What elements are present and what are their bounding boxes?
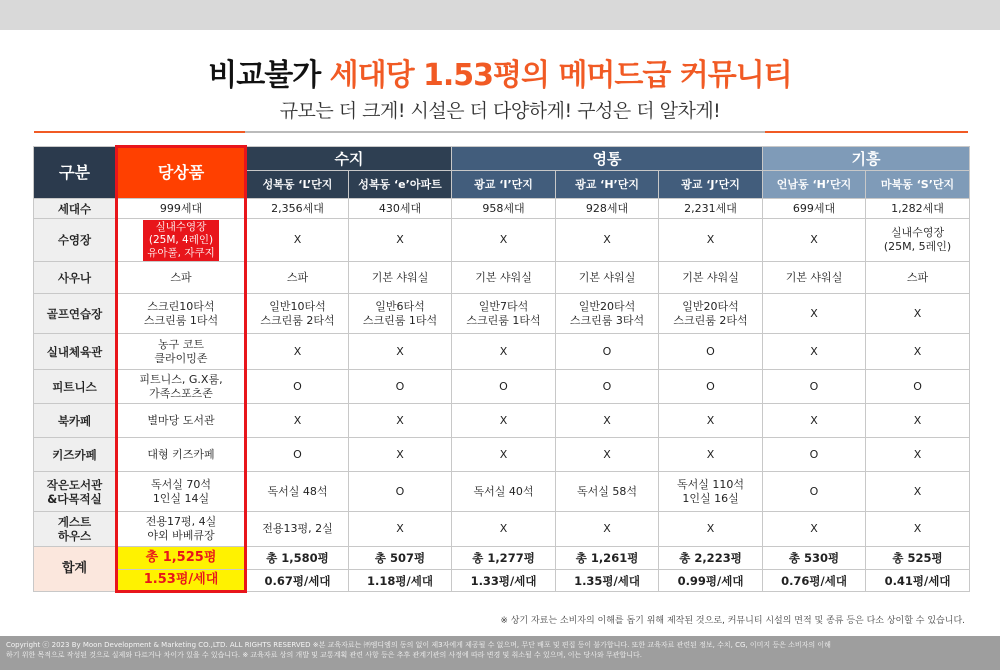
comparison-cell: O bbox=[556, 334, 659, 370]
comparison-cell: X bbox=[349, 334, 452, 370]
comparison-cell: 958세대 bbox=[452, 199, 556, 219]
comparison-cell: 일반7타석 스크린룸 1타석 bbox=[452, 294, 556, 334]
complex-header: 언남동 ‘H’단지 bbox=[763, 171, 866, 199]
comparison-cell: 일반20타석 스크린룸 2타석 bbox=[659, 294, 763, 334]
per-unit-cell: 1.18평/세대 bbox=[349, 570, 452, 592]
title-prefix: 비교불가 bbox=[208, 58, 330, 93]
footer-line: Copyright ⓒ 2023 By Moon Development & Marketing CO.,LTD. ALL RIGHTS RESERVED ※본 교육자료는 ㈜엠디엠의 동의 없이 제3자에게 제공될 수 없으며, 무단 배포 및 편집 등이 불가합니다. 또한 교육자료 관련된 정보, 수치, CG, 이미지 등은 소비자의 이해 bbox=[6, 641, 831, 649]
total-cell: 총 530평 bbox=[763, 547, 866, 570]
ours-cell-line: 농구 코트 bbox=[157, 337, 204, 351]
comparison-cell: X bbox=[659, 219, 763, 262]
comparison-cell: X bbox=[763, 219, 866, 262]
comparison-cell: X bbox=[246, 334, 349, 370]
comparison-cell: O bbox=[763, 370, 866, 404]
ours-cell-line: 999세대 bbox=[159, 201, 203, 215]
complex-header: 광교 ‘I’단지 bbox=[452, 171, 556, 199]
comparison-cell: X bbox=[452, 334, 556, 370]
ours-cell-line: 클라이밍존 bbox=[154, 351, 208, 365]
comparison-cell: X bbox=[556, 438, 659, 472]
comparison-cell: X bbox=[452, 219, 556, 262]
comparison-cell: X bbox=[452, 404, 556, 438]
ours-cell bbox=[117, 334, 246, 370]
comparison-cell: O bbox=[556, 370, 659, 404]
row-label: 게스트 하우스 bbox=[34, 512, 117, 547]
page-title bbox=[0, 50, 1000, 94]
divider-right bbox=[765, 131, 968, 133]
complex-header: 광교 ‘H’단지 bbox=[556, 171, 659, 199]
per-unit-cell: 0.99평/세대 bbox=[659, 570, 763, 592]
comparison-cell: 2,231세대 bbox=[659, 199, 763, 219]
comparison-cell: X bbox=[556, 512, 659, 547]
group-header-yeongtong: 영통 bbox=[452, 147, 763, 171]
comparison-cell: O bbox=[763, 472, 866, 512]
ours-cell bbox=[117, 219, 246, 262]
group-header-suji: 수지 bbox=[246, 147, 452, 171]
comparison-cell: 실내수영장 (25M, 5레인) bbox=[866, 219, 970, 262]
comparison-cell: 독서실 48석 bbox=[246, 472, 349, 512]
comparison-cell: X bbox=[763, 512, 866, 547]
ours-cell-line: 유아풀, 자쿠지 bbox=[147, 246, 215, 259]
ours-cell-line: 스파 bbox=[170, 270, 192, 284]
comparison-cell: X bbox=[659, 438, 763, 472]
ours-cell bbox=[117, 294, 246, 334]
ours-cell-line: 스크린룸 1타석 bbox=[143, 313, 219, 327]
ours-cell bbox=[117, 438, 246, 472]
ours-cell-line: 가족스포츠존 bbox=[149, 386, 213, 400]
footnote: ※ 상기 자료는 소비자의 이해를 돕기 위해 제작된 것으로, 커뮤니티 시설의 면적 및 종류 등은 다소 상이할 수 있습니다. bbox=[500, 616, 965, 626]
comparison-cell: 기본 샤워실 bbox=[659, 262, 763, 294]
table-row bbox=[34, 262, 970, 294]
total-cell: 총 507평 bbox=[349, 547, 452, 570]
total-cell: 총 2,223평 bbox=[659, 547, 763, 570]
divider-left bbox=[34, 131, 245, 133]
ours-cell-line: 별마당 도서관 bbox=[147, 413, 215, 427]
comparison-cell: 928세대 bbox=[556, 199, 659, 219]
comparison-cell: X bbox=[866, 294, 970, 334]
comparison-cell: 기본 샤워실 bbox=[349, 262, 452, 294]
complex-header: 성복동 ‘e’아파트 bbox=[349, 171, 452, 199]
row-label: 북카페 bbox=[34, 404, 117, 438]
table-row bbox=[34, 472, 970, 512]
table-row bbox=[34, 334, 970, 370]
comparison-cell: 기본 샤워실 bbox=[556, 262, 659, 294]
ours-cell-line: 독서실 70석 bbox=[151, 477, 211, 491]
comparison-cell: 기본 샤워실 bbox=[763, 262, 866, 294]
ours-cell-line: 1인실 14실 bbox=[152, 491, 210, 505]
per-unit-row bbox=[34, 570, 970, 592]
comparison-cell: X bbox=[866, 438, 970, 472]
comparison-cell: O bbox=[866, 370, 970, 404]
copyright-footer bbox=[0, 636, 1000, 670]
ours-cell bbox=[117, 370, 246, 404]
ours-cell-line: 대형 키즈카페 bbox=[147, 447, 215, 461]
comparison-cell: X bbox=[349, 404, 452, 438]
total-cell: 총 1,277평 bbox=[452, 547, 556, 570]
row-label: 사우나 bbox=[34, 262, 117, 294]
complex-header: 성복동 ‘L’단지 bbox=[246, 171, 349, 199]
comparison-cell: X bbox=[246, 219, 349, 262]
comparison-cell: 일반6타석 스크린룸 1타석 bbox=[349, 294, 452, 334]
comparison-cell: X bbox=[659, 404, 763, 438]
total-label: 합계 bbox=[34, 547, 117, 592]
total-cell: 총 525평 bbox=[866, 547, 970, 570]
row-label: 작은도서관 &다목적실 bbox=[34, 472, 117, 512]
comparison-cell: O bbox=[349, 472, 452, 512]
comparison-cell: X bbox=[866, 472, 970, 512]
comparison-cell: 독서실 40석 bbox=[452, 472, 556, 512]
comparison-cell: 일반20타석 스크린룸 3타석 bbox=[556, 294, 659, 334]
comparison-cell: X bbox=[452, 438, 556, 472]
comparison-cell: O bbox=[246, 370, 349, 404]
per-unit-cell: 1.33평/세대 bbox=[452, 570, 556, 592]
table-row bbox=[34, 438, 970, 472]
row-label: 수영장 bbox=[34, 219, 117, 262]
comparison-cell: X bbox=[659, 512, 763, 547]
table-row bbox=[34, 219, 970, 262]
comparison-cell: O bbox=[763, 438, 866, 472]
footer-line: 하기 위한 목적으로 작성된 것으로 실제와 다르거나 차이가 있을 수 있습니다. ※ 교육자료 상의 개발 및 교통계획 관련 사항 등은 추후 관계기관의 사정에 따라 변경 및 취소될 수 있으며, 이는 당사와 무관합니다. bbox=[6, 651, 643, 659]
comparison-cell: X bbox=[349, 438, 452, 472]
comparison-cell: 독서실 110석 1인실 16실 bbox=[659, 472, 763, 512]
comparison-cell: 스파 bbox=[246, 262, 349, 294]
comparison-cell: X bbox=[556, 404, 659, 438]
row-label: 실내체육관 bbox=[34, 334, 117, 370]
row-label: 골프연습장 bbox=[34, 294, 117, 334]
table-row bbox=[34, 370, 970, 404]
comparison-cell: X bbox=[349, 512, 452, 547]
ours-cell-line: 피트니스, G.X룸, bbox=[139, 372, 223, 386]
comparison-cell: O bbox=[659, 370, 763, 404]
top-bar bbox=[0, 0, 1000, 30]
comparison-cell: X bbox=[763, 404, 866, 438]
row-label: 세대수 bbox=[34, 199, 117, 219]
comparison-cell: 기본 샤워실 bbox=[452, 262, 556, 294]
comparison-cell: X bbox=[866, 512, 970, 547]
comparison-cell: X bbox=[866, 404, 970, 438]
total-cell: 총 1,580평 bbox=[246, 547, 349, 570]
complex-header: 마북동 ‘S’단지 bbox=[866, 171, 970, 199]
total-cell: 총 1,261평 bbox=[556, 547, 659, 570]
row-label: 키즈카페 bbox=[34, 438, 117, 472]
comparison-cell: 전용13평, 2실 bbox=[246, 512, 349, 547]
ours-cell-line: 전용17평, 4실 bbox=[145, 515, 217, 528]
comparison-cell: O bbox=[349, 370, 452, 404]
header-gubun: 구분 bbox=[34, 147, 117, 199]
comparison-cell: 1,282세대 bbox=[866, 199, 970, 219]
comparison-cell: X bbox=[866, 334, 970, 370]
complex-header: 광교 ‘J’단지 bbox=[659, 171, 763, 199]
ours-cell bbox=[117, 512, 246, 547]
ours-cell bbox=[117, 262, 246, 294]
comparison-cell: 430세대 bbox=[349, 199, 452, 219]
row-label: 피트니스 bbox=[34, 370, 117, 404]
comparison-cell: X bbox=[763, 294, 866, 334]
per-unit-cell: 0.67평/세대 bbox=[246, 570, 349, 592]
per-unit-cell: 0.76평/세대 bbox=[763, 570, 866, 592]
comparison-cell: X bbox=[556, 219, 659, 262]
comparison-cell: X bbox=[246, 404, 349, 438]
pool-highlight-box bbox=[143, 220, 219, 261]
comparison-cell: X bbox=[349, 219, 452, 262]
group-header-giheung: 기흥 bbox=[763, 147, 970, 171]
comparison-cell: 독서실 58석 bbox=[556, 472, 659, 512]
table-row bbox=[34, 512, 970, 547]
table-row bbox=[34, 404, 970, 438]
page-subtitle: 규모는 더 크게! 시설은 더 다양하게! 구성은 더 알차게! bbox=[279, 100, 721, 122]
divider-middle bbox=[245, 131, 765, 133]
ours-cell bbox=[117, 199, 246, 219]
per-unit-cell: 0.41평/세대 bbox=[866, 570, 970, 592]
comparison-cell: O bbox=[246, 438, 349, 472]
ours-cell-line: 야외 바베큐장 bbox=[147, 529, 215, 542]
table-row bbox=[34, 294, 970, 334]
per-unit-cell: 1.35평/세대 bbox=[556, 570, 659, 592]
ours-cell-line: 스크린10타석 bbox=[147, 299, 215, 313]
ours-cell bbox=[117, 404, 246, 438]
ours-total: 총 1,525평 bbox=[117, 547, 246, 570]
header-ours: 당상품 bbox=[117, 147, 246, 199]
ours-per-unit: 1.53평/세대 bbox=[117, 570, 246, 592]
comparison-table bbox=[33, 145, 970, 593]
table-row bbox=[34, 199, 970, 219]
ours-cell-line: 실내수영장 bbox=[155, 220, 207, 233]
ours-cell-line: (25M, 4레인) bbox=[148, 233, 214, 246]
comparison-cell: 2,356세대 bbox=[246, 199, 349, 219]
total-row bbox=[34, 547, 970, 570]
comparison-cell: O bbox=[452, 370, 556, 404]
comparison-cell: X bbox=[452, 512, 556, 547]
title-highlight: 세대당 1.53평의 메머드급 커뮤니티 bbox=[329, 58, 792, 93]
comparison-cell: X bbox=[763, 334, 866, 370]
comparison-cell: 699세대 bbox=[763, 199, 866, 219]
comparison-cell: 스파 bbox=[866, 262, 970, 294]
ours-cell bbox=[117, 472, 246, 512]
comparison-cell: 일반10타석 스크린룸 2타석 bbox=[246, 294, 349, 334]
comparison-cell: O bbox=[659, 334, 763, 370]
